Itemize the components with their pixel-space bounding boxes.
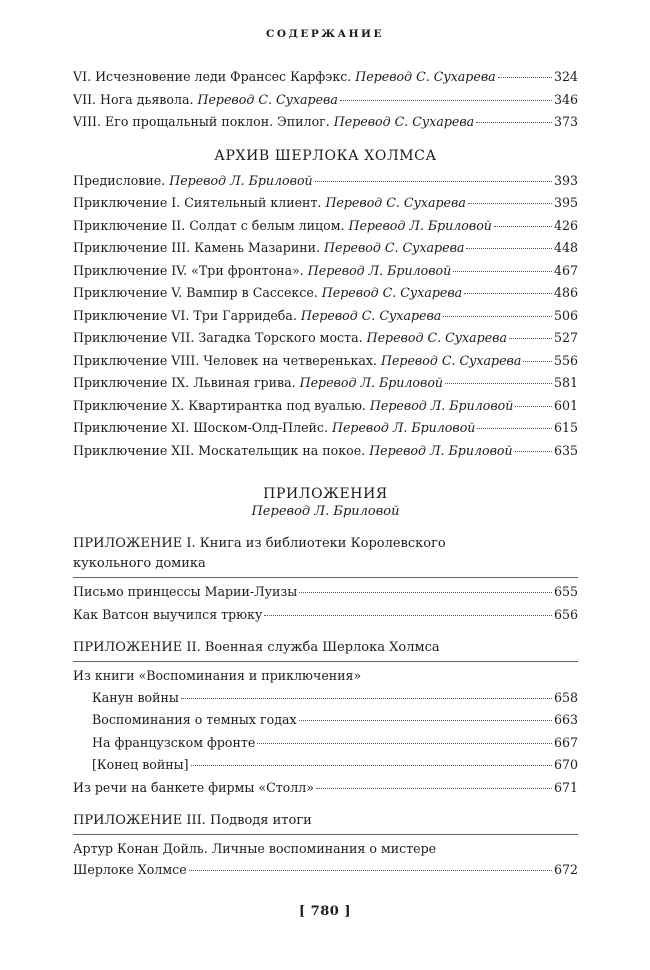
entry-translator: Перевод Л. Бриловой bbox=[307, 262, 452, 278]
entry-page: 656 bbox=[553, 606, 578, 622]
toc-entry bbox=[73, 66, 578, 89]
entry-page: 448 bbox=[553, 240, 578, 255]
entry-title: Предисловие. bbox=[73, 172, 170, 188]
entry-title: Из речи на банкете фирмы «Столл» bbox=[73, 779, 314, 795]
entry-title: Приключение V. Вампир в Сассексе. bbox=[73, 285, 322, 300]
entry-title: Приключение IX. Львиная грива. bbox=[73, 375, 300, 390]
entry-page: 672 bbox=[553, 861, 578, 877]
entry-title: VI. Исчезновение леди Франсес Карфэкс. bbox=[73, 69, 356, 84]
entry-page: 671 bbox=[553, 779, 578, 795]
entry-page: 346 bbox=[553, 91, 578, 107]
dot-leader bbox=[443, 316, 552, 317]
entry-translator: Перевод Л. Бриловой bbox=[348, 217, 492, 233]
dot-leader bbox=[466, 248, 552, 249]
entry-page: 324 bbox=[553, 69, 578, 84]
entry-title: Приключение II. Солдат с белым лицом. bbox=[73, 217, 349, 233]
entry-title: Приключение VI. Три Гарридеба. bbox=[73, 307, 301, 323]
dot-leader bbox=[498, 77, 552, 78]
running-head: СОДЕРЖАНИЕ bbox=[266, 28, 384, 40]
dot-leader bbox=[315, 181, 552, 182]
dot-leader bbox=[257, 743, 552, 744]
appendix-1-heading bbox=[73, 534, 578, 578]
entry-title: Приключение III. Камень Мазарини. bbox=[73, 240, 325, 255]
toc-entry bbox=[73, 237, 578, 260]
appendices-section-title: ПРИЛОЖЕНИЯ bbox=[263, 486, 388, 502]
entry-page: 527 bbox=[553, 330, 578, 345]
entry-translator: Перевод Л. Бриловой bbox=[169, 172, 313, 188]
appendix-2-heading: ПРИЛОЖЕНИЕ II. Военная служба Шерлока Холмса bbox=[73, 638, 578, 662]
toc-entry bbox=[73, 111, 578, 134]
toc-entry bbox=[73, 604, 578, 627]
entry-title: Приключение X. Квартирантка под вуалью. bbox=[73, 397, 370, 413]
dot-leader bbox=[515, 451, 552, 452]
dot-leader bbox=[299, 592, 552, 593]
entry-title: Шерлоке Холмсе bbox=[73, 861, 187, 877]
entry-translator: Перевод С. Сухарева bbox=[380, 352, 522, 368]
entry-title: Приключение VIII. Человек на четвереньках. bbox=[73, 352, 381, 368]
entry-page: 393 bbox=[553, 172, 578, 188]
dot-leader bbox=[453, 271, 552, 272]
entry-translator: Перевод С. Сухарева bbox=[324, 240, 465, 255]
entry-title: Как Ватсон выучился трюку bbox=[73, 606, 263, 622]
archive-entries bbox=[73, 170, 578, 463]
entry-title: Приключение XII. Москательщик на покое. bbox=[73, 442, 370, 458]
dot-leader bbox=[445, 383, 552, 384]
appendix-2-book-title: Из книги «Воспоминания и приключения» bbox=[73, 668, 362, 683]
toc-entry bbox=[73, 215, 578, 238]
entry-page: 663 bbox=[553, 712, 578, 727]
toc-subentry bbox=[73, 732, 578, 755]
entry-translator: Перевод С. Сухарева bbox=[300, 307, 442, 323]
entry-page: 373 bbox=[553, 114, 578, 129]
appendix-3-heading: ПРИЛОЖЕНИЕ III. Подводя итоги bbox=[73, 811, 578, 835]
dot-leader bbox=[476, 122, 552, 123]
entry-translator: Перевод С. Сухарева bbox=[366, 330, 507, 345]
toc-content bbox=[73, 66, 578, 880]
entry-page: 655 bbox=[553, 584, 578, 599]
dot-leader bbox=[515, 406, 552, 407]
entry-title: Приключение I. Сиятельный клиент. bbox=[73, 195, 326, 210]
entry-title: Канун войны bbox=[92, 689, 179, 705]
entry-translator: Перевод Л. Бриловой bbox=[299, 375, 444, 390]
toc-entry bbox=[73, 372, 578, 395]
entry-title: На французском фронте bbox=[92, 734, 256, 750]
dot-leader bbox=[509, 338, 552, 339]
appendix-1-heading-line2: кукольного домика bbox=[73, 556, 206, 571]
entry-title: Письмо принцессы Марии-Луизы bbox=[73, 584, 298, 599]
entry-translator: Перевод Л. Бриловой bbox=[369, 442, 513, 458]
dot-leader bbox=[316, 788, 552, 789]
entry-title: Приключение VII. Загадка Торского моста. bbox=[73, 330, 367, 345]
entry-title: [Конец войны] bbox=[92, 757, 189, 772]
entry-translator: Перевод Л. Бриловой bbox=[369, 397, 514, 413]
toc-entry bbox=[73, 192, 578, 215]
dot-leader bbox=[468, 203, 552, 204]
page-number: [ 780 ] bbox=[299, 904, 351, 919]
entry-translator: Перевод С. Сухарева bbox=[197, 91, 338, 107]
entry-translator: Перевод С. Сухарева bbox=[321, 285, 463, 300]
toc-entry bbox=[73, 395, 578, 418]
dot-leader bbox=[494, 226, 552, 227]
entry-translator: Перевод Л. Бриловой bbox=[331, 420, 476, 435]
toc-entry bbox=[73, 282, 578, 305]
dot-leader bbox=[523, 361, 552, 362]
toc-entry bbox=[73, 581, 578, 604]
entry-page: 506 bbox=[553, 307, 578, 323]
toc-entry bbox=[73, 350, 578, 373]
entry-page: 395 bbox=[553, 195, 578, 210]
toc-entry bbox=[73, 860, 578, 880]
intro-entries bbox=[73, 66, 578, 134]
toc-entry bbox=[73, 417, 578, 440]
toc-entry bbox=[73, 170, 578, 193]
dot-leader bbox=[464, 293, 552, 294]
appendix-1-heading-line1: ПРИЛОЖЕНИЕ I. Книга из библиотеки Королевского bbox=[73, 536, 446, 551]
entry-title: Приключение IV. «Три фронтона». bbox=[73, 262, 308, 278]
entry-page: 556 bbox=[553, 352, 578, 368]
appendix-3-entry-line1: Артур Конан Дойль. Личные воспоминания о мистере bbox=[73, 841, 437, 856]
entry-page: 615 bbox=[553, 420, 578, 435]
dot-leader bbox=[477, 428, 552, 429]
toc-subentry bbox=[73, 687, 578, 710]
entry-page: 581 bbox=[553, 375, 578, 390]
entry-page: 670 bbox=[553, 757, 578, 772]
entry-translator: Перевод С. Сухарева bbox=[333, 114, 475, 129]
entry-page: 486 bbox=[553, 285, 578, 300]
entry-page: 601 bbox=[553, 397, 578, 413]
entry-page: 467 bbox=[553, 262, 578, 278]
toc-entry bbox=[73, 89, 578, 112]
dot-leader bbox=[181, 698, 552, 699]
toc-entry bbox=[73, 260, 578, 283]
dot-leader bbox=[191, 765, 552, 766]
toc-subentry bbox=[73, 709, 578, 732]
entry-page: 667 bbox=[553, 734, 578, 750]
entry-page: 426 bbox=[553, 217, 578, 233]
toc-entry bbox=[73, 305, 578, 328]
entry-page: 635 bbox=[553, 442, 578, 458]
archive-section-title: АРХИВ ШЕРЛОКА ХОЛМСА bbox=[214, 147, 437, 164]
entry-page: 658 bbox=[553, 689, 578, 705]
dot-leader bbox=[299, 720, 552, 721]
entry-title: Приключение XI. Шоском-Олд-Плейс. bbox=[73, 420, 332, 435]
toc-entry bbox=[73, 777, 578, 800]
toc-entry bbox=[73, 327, 578, 350]
dot-leader bbox=[340, 100, 552, 101]
entry-translator: Перевод С. Сухарева bbox=[325, 195, 466, 210]
toc-subentry bbox=[73, 754, 578, 777]
entry-title: VIII. Его прощальный поклон. Эпилог. bbox=[73, 114, 334, 129]
entry-title: VII. Нога дьявола. bbox=[73, 91, 198, 107]
entry-translator: Перевод С. Сухарева bbox=[355, 69, 496, 84]
entry-title: Воспоминания о темных годах bbox=[92, 712, 297, 727]
dot-leader bbox=[264, 615, 552, 616]
appendices-subtitle: Перевод Л. Бриловой bbox=[251, 504, 400, 519]
toc-entry bbox=[73, 440, 578, 463]
dot-leader bbox=[189, 870, 552, 871]
